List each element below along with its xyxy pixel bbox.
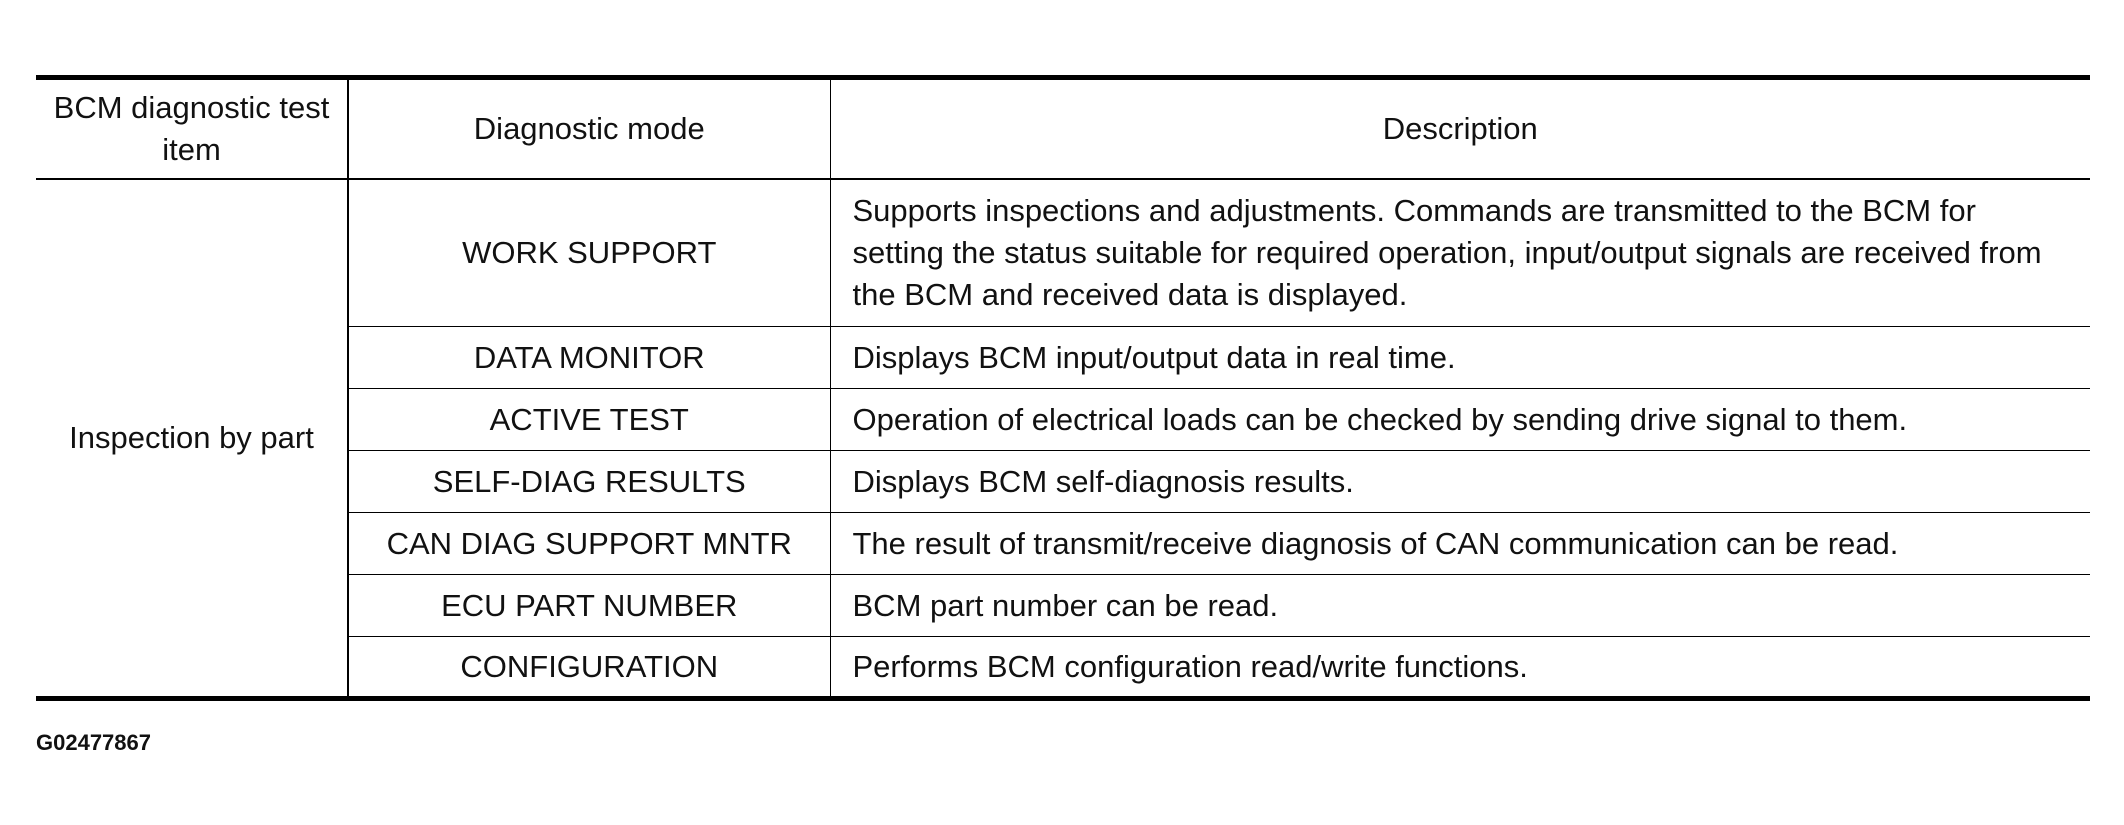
- mode-cell: ECU PART NUMBER: [348, 575, 830, 637]
- header-row: [36, 78, 2090, 179]
- mode-cell: CAN DIAG SUPPORT MNTR: [348, 513, 830, 575]
- description-cell: Operation of electrical loads can be checked by sending drive signal to them.: [830, 389, 2090, 451]
- description-cell: Performs BCM configuration read/write functions.: [852, 648, 1528, 684]
- description-cell: BCM part number can be read.: [830, 575, 2090, 637]
- mode-cell: CONFIGURATION: [348, 637, 830, 699]
- group-label-inspection-by-part: Inspection by part: [36, 179, 348, 699]
- diagnostic-mode-table: [36, 75, 2090, 701]
- description-cell: Supports inspections and adjustments. Commands are transmitted to the BCM for setting the status suitable for required operation, input/output signals are received from the BCM and received data is displayed.: [830, 179, 2090, 327]
- table-row: [36, 179, 2090, 327]
- description-cell: The result of transmit/receive diagnosis of CAN communication can be read.: [830, 513, 2090, 575]
- mode-cell: WORK SUPPORT: [348, 179, 830, 327]
- header-diagnostic-mode: Diagnostic mode: [348, 78, 830, 179]
- description-cell: Displays BCM self-diagnosis results.: [830, 451, 2090, 513]
- mode-cell: ACTIVE TEST: [348, 389, 830, 451]
- header-description: Description: [830, 78, 2090, 179]
- description-cell: Displays BCM input/output data in real time.: [830, 327, 2090, 389]
- figure-id: G02477867: [36, 730, 151, 755]
- mode-cell: SELF-DIAG RESULTS: [348, 451, 830, 513]
- header-test-item: BCM diagnostic test item: [36, 78, 348, 179]
- mode-cell: DATA MONITOR: [348, 327, 830, 389]
